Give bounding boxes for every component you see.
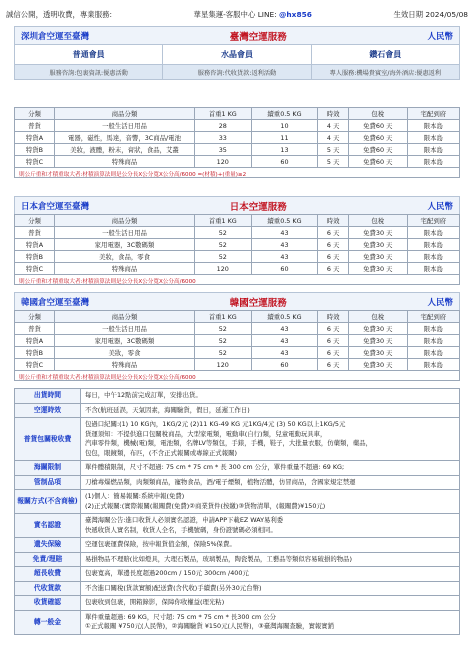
cell: 6 天 (318, 335, 348, 347)
policy-label: 報關方式(不含商檢) (15, 490, 81, 513)
cell: 限本島 (407, 263, 459, 275)
cell: 43 (251, 239, 318, 251)
cell: 限本島 (407, 335, 459, 347)
cell: 43 (251, 323, 318, 335)
cell: 6 天 (318, 251, 348, 263)
table-row (15, 359, 460, 371)
cell: 免費30 天 (348, 251, 407, 263)
card-header (15, 27, 459, 45)
policy-row (15, 514, 459, 538)
cell: 特貨A (15, 132, 55, 144)
cell: 特殊商品 (55, 156, 195, 168)
cell: 限本島 (407, 132, 459, 144)
policy-row (15, 553, 459, 568)
cell: 43 (251, 227, 318, 239)
col-category: 分類 (15, 311, 55, 323)
cell: 6 天 (318, 263, 348, 275)
cell: 43 (251, 347, 318, 359)
contact-line (194, 9, 312, 20)
table-row (15, 144, 460, 156)
table-row (15, 263, 460, 275)
policy-line: 汽車零件類，機械(電)類，電池類，名牌LV等類包，手錶，手機，鞋子，大批量衣服，仿藥類，藥品， (85, 439, 373, 447)
policy-line: 不含(航班延誤，天氣因素，海關驗貨，假日，延遲工作日) (85, 405, 250, 414)
policy-table (14, 388, 460, 635)
policy-label: 出貨時間 (15, 389, 81, 403)
route-title: 日本倉空運至臺灣 (21, 201, 90, 212)
table-row (15, 156, 460, 168)
shenzhen-rate-table (14, 107, 460, 168)
route-title: 韓國倉空運至臺灣 (21, 297, 90, 308)
policy-row (15, 567, 459, 582)
policy-value (81, 567, 459, 581)
cell: 52 (195, 251, 252, 263)
cell: 限本島 (407, 227, 459, 239)
cell: 特貨B (15, 251, 55, 263)
cell: 11 (251, 132, 318, 144)
member-tiers (15, 45, 459, 65)
currency-label: 人民幣 (427, 201, 453, 212)
policy-row (15, 404, 459, 419)
policy-value (81, 461, 459, 475)
policy-row (15, 461, 459, 476)
cell: 120 (195, 156, 252, 168)
policy-row (15, 389, 459, 404)
col-first-kg: 首重1 KG (195, 215, 252, 227)
cell: 免費60 天 (348, 144, 407, 156)
policy-line: 臺灣海關公告:進口收貨人必須實名認證，申請APP下載EZ WAY易利委 (85, 516, 284, 524)
policy-row (15, 538, 459, 553)
col-extra: 續重0.5 KG (251, 108, 318, 120)
cell: 60 (251, 359, 318, 371)
cell: 6 天 (318, 239, 348, 251)
cell: 普貨 (15, 120, 55, 132)
perk-diamond: 專人服務:機場貴賓室/海外酒店:優惠返利 (312, 65, 459, 79)
cell: 4 天 (318, 132, 348, 144)
cell: 120 (195, 263, 252, 275)
cell: 電器，磁性，馬達，音響，3C商品/電池 (55, 132, 195, 144)
line-id[interactable]: @hx856 (279, 9, 312, 19)
col-tax: 包稅 (348, 311, 407, 323)
cell: 家用電器，3C數碼類 (55, 239, 195, 251)
cell: 6 天 (318, 359, 348, 371)
card-header (15, 293, 459, 311)
tier-diamond: 鑽石會員 (369, 50, 402, 59)
policy-label: 代收貨款 (15, 582, 81, 596)
cell: 52 (195, 227, 252, 239)
japan-rate-table (14, 214, 460, 275)
japan-table-wrap (14, 214, 460, 285)
policy-value (81, 418, 459, 460)
policy-line: 包裹寬高，單邊長度超過200cm / 150元 300cm /400元 (85, 569, 249, 577)
volume-note: 則公斤重和才積重取大者:材積演算法則是公分長X公分寬X公分高/6000 (14, 275, 460, 285)
policy-label: 海關限制 (15, 461, 81, 475)
table-row (15, 120, 460, 132)
korea-rate-table (14, 310, 460, 371)
policy-row (15, 582, 459, 597)
table-row (15, 335, 460, 347)
policy-value (81, 611, 459, 634)
cell: 免費30 天 (348, 227, 407, 239)
col-time: 時效 (318, 311, 348, 323)
table-row (15, 251, 460, 263)
cell: 28 (195, 120, 252, 132)
effective-date: 生效日期 2024/05/08 (393, 9, 468, 19)
cell: 10 (251, 120, 318, 132)
cell: 52 (195, 323, 252, 335)
cell: 一般生活日用品 (55, 323, 195, 335)
card-header (15, 197, 459, 215)
policy-line: 單件體積限制，尺寸不超過: 75 cm * 75 cm * 長 300 cm 公分，單件重量不超過: 69 KG; (85, 463, 345, 471)
cell: 普貨 (15, 323, 55, 335)
cell: 52 (195, 347, 252, 359)
shenzhen-card (14, 26, 460, 80)
table-row (15, 323, 460, 335)
policy-value (81, 582, 459, 596)
cell: 免費30 天 (348, 347, 407, 359)
cell: 一般生活日用品 (55, 227, 195, 239)
cell: 限本島 (407, 144, 459, 156)
cell: 特貨A (15, 239, 55, 251)
policy-label: 遺失保險 (15, 538, 81, 552)
cell: 13 (251, 144, 318, 156)
col-goods: 商品分類 (55, 311, 195, 323)
cell: 33 (195, 132, 252, 144)
cell: 美妝，液體，粉末，膏狀，食品，艾叢 (55, 144, 195, 156)
policy-value (81, 476, 459, 490)
cell: 限本島 (407, 251, 459, 263)
tier-perks (15, 65, 459, 79)
policy-label: 普貨包關稅收費 (15, 418, 81, 460)
cell: 特貨B (15, 347, 55, 359)
cell: 限本島 (407, 347, 459, 359)
cell: 5 天 (318, 144, 348, 156)
korea-card (14, 292, 460, 311)
col-tax: 包稅 (348, 108, 407, 120)
cell: 35 (195, 144, 252, 156)
policy-label: 實名認證 (15, 514, 81, 537)
col-delivery: 宅配到府 (407, 311, 459, 323)
shenzhen-table-wrap (14, 107, 460, 178)
policy-line: 包裹收到包裹，開箱錄影，保障你收權益(理光粘) (85, 598, 225, 606)
policy-label: 超長收費 (15, 567, 81, 581)
col-first-kg: 首重1 KG (195, 311, 252, 323)
policy-line: 包包，眼鏡類，布匹，(不含正式報關或專線正式報關) (85, 448, 237, 457)
cell: 美妝，食品，零食 (55, 251, 195, 263)
col-time: 時效 (318, 215, 348, 227)
policy-label: 免責/理賠 (15, 553, 81, 567)
route-title: 深圳倉空運至臺灣 (21, 31, 90, 42)
policy-value (81, 490, 459, 513)
cell: 60 (251, 156, 318, 168)
cell: 特殊商品 (55, 359, 195, 371)
policy-line: 貨運須知：不提供進口包關稅商品，大型家電類，電動車(自行)類，兒童電動玩具車， (85, 429, 327, 438)
service-title: 臺灣空運服務 (229, 31, 287, 43)
col-goods: 商品分類 (55, 215, 195, 227)
policy-row (15, 476, 459, 491)
policy-value (81, 404, 459, 418)
contact-prefix: 華星集運-客服中心 LINE: (193, 9, 280, 19)
currency-label: 人民幣 (427, 297, 453, 308)
cell: 免費60 天 (348, 132, 407, 144)
table-row (15, 347, 460, 359)
policy-row (15, 418, 459, 461)
col-category: 分類 (15, 108, 55, 120)
table-row (15, 239, 460, 251)
cell: 限本島 (407, 156, 459, 168)
col-delivery: 宅配到府 (407, 215, 459, 227)
policy-line: 刀槍毒爆燃品類，肉類類商品，寵物食品，酒/電子煙類，植物活體，仿冒商品，含國家規定禁運 (85, 477, 356, 486)
cell: 免費30 天 (348, 239, 407, 251)
currency-label: 人民幣 (427, 31, 453, 42)
cell: 6 天 (318, 227, 348, 239)
cell: 52 (195, 335, 252, 347)
japan-card (14, 196, 460, 215)
policy-line: 快遞收貨人實名制，收貨人全名，手機號碼，身份證號碼必須相同。 (85, 525, 277, 534)
tier-regular: 普通會員 (15, 45, 163, 64)
policy-value (81, 389, 459, 403)
volume-note: 則公斤重和才積重取大者:材積演算法則是公分長X公分寬X公分高/6000 (14, 371, 460, 381)
col-extra: 續重0.5 KG (251, 215, 318, 227)
policy-line: 空運包裹運費保險，按申報貨值金額，保險5%保費。 (85, 540, 236, 548)
cell: 免費30 天 (348, 359, 407, 371)
tier-crystal: 水晶會員 (163, 45, 311, 64)
cell: 43 (251, 251, 318, 263)
col-delivery: 宅配到府 (407, 108, 459, 120)
table-row (15, 227, 460, 239)
cell: 特貨C (15, 263, 55, 275)
col-category: 分類 (15, 215, 55, 227)
cell: 限本島 (407, 239, 459, 251)
service-title: 日本空運服務 (229, 201, 287, 213)
perk-regular: 服務咨詢:包裹資訊:優惠活動 (15, 65, 163, 79)
policy-value (81, 596, 459, 610)
cell: 43 (251, 335, 318, 347)
cell: 限本島 (407, 359, 459, 371)
cell: 特貨C (15, 359, 55, 371)
col-goods: 商品分類 (55, 108, 195, 120)
col-tax: 包稅 (348, 215, 407, 227)
policy-line: 包過口紀關:(1) 10 KG內，1KG/2元 (2)11 KG-49 KG 元1KG/4元 (3) 50 KG以上1KG/5元 (85, 420, 346, 428)
cell: 限本島 (407, 120, 459, 132)
policy-value (81, 538, 459, 552)
top-banner (6, 4, 468, 24)
policy-label: 空運時效 (15, 404, 81, 418)
korea-table-wrap (14, 310, 460, 381)
perk-crystal: 服務咨詢:代收貨款:返利活動 (163, 65, 311, 79)
policy-line: (1)個人：簡易報關:系統申報(免費) (85, 492, 185, 500)
cell: 免費30 天 (348, 263, 407, 275)
cell: 美妝，零食 (55, 347, 195, 359)
cell: 6 天 (318, 323, 348, 335)
cell: 52 (195, 239, 252, 251)
cell: 免費30 天 (348, 323, 407, 335)
volume-note: 則公斤重和才積重取大者:材積演算法則是公分長X公分寬X公分高/6000 =(材積)+(重量)≥2 (14, 168, 460, 178)
policy-label: 管制品項 (15, 476, 81, 490)
policy-line: ①正式報關 ¥750元(人民幣)，②海關驗貨 ¥150元(人民幣)，③臺灣海關查驗，實報實銷 (85, 622, 335, 630)
cell: 限本島 (407, 323, 459, 335)
cell: 4 天 (318, 120, 348, 132)
cell: 特貨B (15, 144, 55, 156)
policy-line: 不含進口關稅(貨款實額)配送費(含代收)手續費(另外30元台幣) (85, 583, 262, 592)
slogan: 誠信公開，透明收費，專業服務: (6, 9, 112, 19)
col-extra: 續重0.5 KG (251, 311, 318, 323)
policy-value (81, 514, 459, 537)
cell: 免費60 天 (348, 120, 407, 132)
cell: 5 天 (318, 156, 348, 168)
col-first-kg: 首重1 KG (195, 108, 252, 120)
cell: 免費60 天 (348, 156, 407, 168)
cell: 特貨A (15, 335, 55, 347)
policy-line: 單件重量超過: 69 KG，尺寸超: 75 cm * 75 cm * 長300 cm 公分 (85, 612, 277, 621)
policy-line: (2)正式報關:(實際報關(報關費(免費)②商業貨件(按繳)③貨物清單，(報關費)¥150元) (85, 501, 326, 510)
policy-row (15, 596, 459, 611)
cell: 特貨C (15, 156, 55, 168)
cell: 免費30 天 (348, 335, 407, 347)
cell: 特殊商品 (55, 263, 195, 275)
cell: 一般生活日用品 (55, 120, 195, 132)
policy-line: 每日，中午12點前完成訂單，安排出貨。 (85, 391, 202, 399)
cell: 6 天 (318, 347, 348, 359)
policy-row (15, 490, 459, 514)
policy-value (81, 553, 459, 567)
table-row (15, 132, 460, 144)
service-title: 韓國空運服務 (229, 297, 287, 309)
cell: 家用電器，3C數碼類 (55, 335, 195, 347)
cell: 普貨 (15, 227, 55, 239)
cell: 60 (251, 263, 318, 275)
col-time: 時效 (318, 108, 348, 120)
policy-label: 收貨確認 (15, 596, 81, 610)
policy-line: 易損物品不理賠(比如燈具，大理石製品，玻璃製品，陶瓷製品，工藝品等類似容易破損的物品) (85, 554, 353, 563)
policy-row (15, 611, 459, 634)
cell: 120 (195, 359, 252, 371)
policy-label: 轉一般金 (15, 611, 81, 634)
